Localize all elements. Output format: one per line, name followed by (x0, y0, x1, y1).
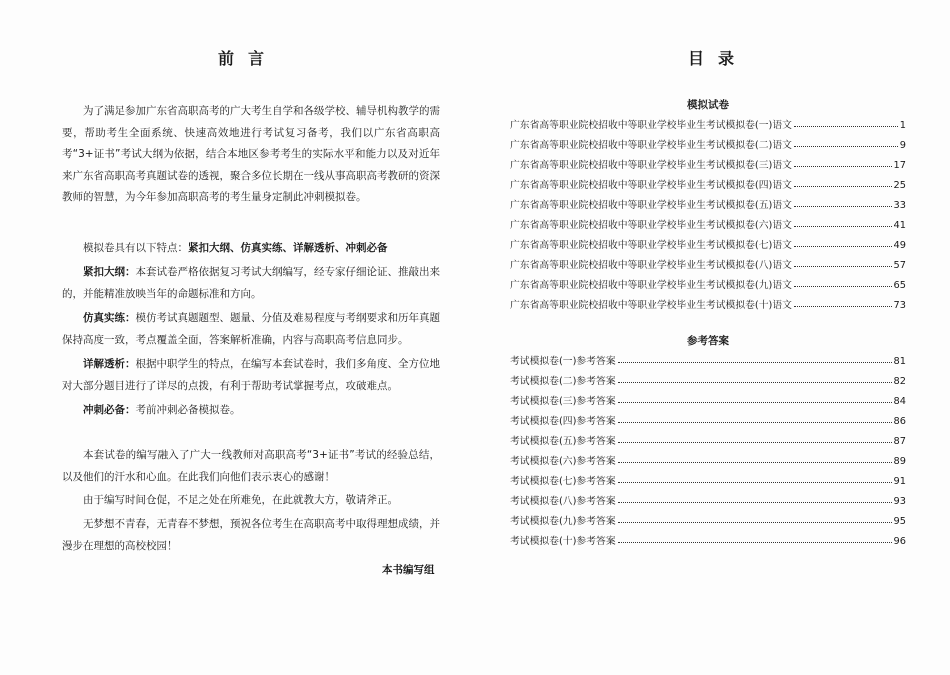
toc-answer-list (510, 347, 906, 547)
feature-2 (62, 308, 440, 351)
toc-entry-title: 广东省高等职业院校招收中等职业学校毕业生考试模拟卷(八)语文 (510, 260, 792, 271)
feature-1-text: 本套试卷严格依据复习考试大纲编写，经专家仔细论证、推敲出来的，并能精准放映当年的命题标准和方向。 (62, 266, 440, 300)
toc-section-title-answers: 参考答案 (687, 335, 729, 347)
toc-leader-dots (794, 266, 892, 267)
feature-1 (62, 262, 440, 305)
toc-entry[interactable] (510, 291, 906, 311)
toc-entry-page: 86 (893, 416, 906, 427)
toc-entry[interactable] (510, 467, 906, 487)
toc-leader-dots (618, 542, 892, 543)
toc-entry-page: 9 (899, 140, 906, 151)
toc-leader-dots (794, 206, 892, 207)
feature-3-text: 根据中职学生的特点，在编写本套试卷时，我们多角度、全方位地对大部分题目进行了详尽的点拨，有利于帮助考试掌握考点，攻破难点。 (62, 358, 440, 392)
preface-paragraph-4: 由于编写时间仓促，不足之处在所难免，在此就教大方，敬请斧正。 (83, 494, 398, 506)
toc-entry-page: 81 (893, 356, 906, 367)
toc-entry-title: 考试模拟卷(三)参考答案 (510, 396, 616, 407)
toc-entry-page: 84 (893, 396, 906, 407)
toc-entry-title: 广东省高等职业院校招收中等职业学校毕业生考试模拟卷(六)语文 (510, 220, 792, 231)
toc-entry-page: 57 (893, 260, 906, 271)
toc-entry-page: 91 (893, 476, 906, 487)
toc-entry[interactable] (510, 367, 906, 387)
toc-entry[interactable] (510, 487, 906, 507)
toc-leader-dots (794, 226, 892, 227)
toc-entry-title: 广东省高等职业院校招收中等职业学校毕业生考试模拟卷(四)语文 (510, 180, 792, 191)
toc-entry-title: 考试模拟卷(十)参考答案 (510, 536, 616, 547)
toc-entry-title: 广东省高等职业院校招收中等职业学校毕业生考试模拟卷(五)语文 (510, 200, 792, 211)
toc-leader-dots (794, 306, 892, 307)
feature-2-text: 模仿考试真题题型、题量、分值及难易程度与考纲要求和历年真题保持高度一致，考点覆盖全面，答案解析准确，内容与高职高考信息同步。 (62, 312, 440, 346)
toc-entry[interactable] (510, 251, 906, 271)
toc-entry[interactable] (510, 387, 906, 407)
toc-entry-title: 广东省高等职业院校招收中等职业学校毕业生考试模拟卷(二)语文 (510, 140, 792, 151)
toc-entry[interactable] (510, 271, 906, 291)
feature-3 (62, 354, 440, 397)
toc-section-title-exams: 模拟试卷 (687, 99, 729, 111)
toc-entry[interactable] (510, 447, 906, 467)
toc-entry-title: 广东省高等职业院校招收中等职业学校毕业生考试模拟卷(七)语文 (510, 240, 792, 251)
toc-entry-title: 考试模拟卷(九)参考答案 (510, 516, 616, 527)
toc-title: 目录 (688, 49, 749, 68)
preface-paragraph-5: 无梦想不青春，无青春不梦想，预祝各位考生在高职高考中取得理想成绩，并漫步在理想的高校校园！ (62, 518, 440, 552)
toc-entry-page: 89 (893, 456, 906, 467)
feature-4-text: 考前冲刺必备模拟卷。 (135, 404, 241, 416)
toc-entry-title: 广东省高等职业院校招收中等职业学校毕业生考试模拟卷(九)语文 (510, 280, 792, 291)
toc-entry-title: 考试模拟卷(六)参考答案 (510, 456, 616, 467)
preface-paragraph-1: 为了满足参加广东省高职高考的广大考生自学和各级学校、辅导机构教学的需要，帮助考生全面系统、快速高效地进行考试复习备考，我们以广东省高职高考“3+证书”考试大纲为依据，结合本地区参考考生的实际水平和能力以及对近年来广东省高职高考真题试卷的透视，聚合多位长期在一线从事高职高考教研的资深教师的智慧，为今年参加高职高考的考生量身定制此冲刺模拟卷。 (62, 105, 440, 203)
toc-entry-page: 82 (893, 376, 906, 387)
toc-entry-title: 广东省高等职业院校招收中等职业学校毕业生考试模拟卷(一)语文 (510, 120, 792, 131)
toc-entry[interactable] (510, 151, 906, 171)
toc-entry-title: 考试模拟卷(五)参考答案 (510, 436, 616, 447)
toc-leader-dots (618, 402, 892, 403)
toc-entry-title: 考试模拟卷(一)参考答案 (510, 356, 616, 367)
toc-entry[interactable] (510, 347, 906, 367)
toc-entry[interactable] (510, 527, 906, 547)
toc-leader-dots (794, 166, 892, 167)
toc-leader-dots (794, 126, 898, 127)
feature-4-label: 冲刺必备： (83, 404, 136, 416)
toc-leader-dots (618, 502, 892, 503)
toc-leader-dots (618, 422, 892, 423)
preface-paragraph-3: 本套试卷的编写融入了广大一线教师对高职高考“3+证书”考试的经验总结，以及他们的汗水和心血。在此我们向他们表示衷心的感谢！ (62, 449, 440, 483)
toc-entry-title: 广东省高等职业院校招收中等职业学校毕业生考试模拟卷(三)语文 (510, 160, 792, 171)
toc-entry-page: 87 (893, 436, 906, 447)
toc-entry[interactable] (510, 427, 906, 447)
toc-entry[interactable] (510, 111, 906, 131)
toc-entry-page: 25 (893, 180, 906, 191)
toc-entry[interactable] (510, 231, 906, 251)
toc-entry-title: 广东省高等职业院校招收中等职业学校毕业生考试模拟卷(十)语文 (510, 300, 792, 311)
toc-entry-title: 考试模拟卷(八)参考答案 (510, 496, 616, 507)
toc-leader-dots (794, 146, 898, 147)
toc-leader-dots (794, 186, 892, 187)
toc-leader-dots (618, 462, 892, 463)
features-summary: 紧扣大纲、仿真实练、详解透析、冲刺必备 (188, 242, 388, 254)
feature-3-label: 详解透析： (83, 358, 136, 370)
toc-leader-dots (794, 246, 892, 247)
toc-exam-list (510, 111, 906, 311)
toc-entry-page: 93 (893, 496, 906, 507)
toc-entry-page: 65 (893, 280, 906, 291)
features-intro-line (62, 238, 440, 260)
toc-entry[interactable] (510, 211, 906, 231)
feature-1-label: 紧扣大纲： (83, 266, 136, 278)
toc-entry[interactable] (510, 407, 906, 427)
toc-leader-dots (618, 362, 892, 363)
toc-entry-page: 73 (893, 300, 906, 311)
preface-title: 前言 (218, 49, 279, 68)
toc-entry-page: 49 (893, 240, 906, 251)
toc-entry-page: 41 (893, 220, 906, 231)
toc-entry-title: 考试模拟卷(二)参考答案 (510, 376, 616, 387)
toc-leader-dots (618, 522, 892, 523)
toc-entry-page: 95 (893, 516, 906, 527)
toc-entry[interactable] (510, 507, 906, 527)
toc-entry-page: 1 (899, 120, 906, 131)
signature: 本书编写组 (382, 564, 435, 576)
feature-2-label: 仿真实练： (83, 312, 136, 324)
toc-leader-dots (618, 482, 892, 483)
toc-entry-title: 考试模拟卷(七)参考答案 (510, 476, 616, 487)
toc-leader-dots (794, 286, 892, 287)
toc-leader-dots (618, 442, 892, 443)
feature-4 (62, 400, 440, 422)
toc-entry-page: 96 (893, 536, 906, 547)
toc-entry[interactable] (510, 171, 906, 191)
toc-entry-title: 考试模拟卷(四)参考答案 (510, 416, 616, 427)
toc-entry-page: 33 (893, 200, 906, 211)
features-intro: 模拟卷具有以下特点： (83, 242, 188, 254)
toc-entry[interactable] (510, 131, 906, 151)
toc-leader-dots (618, 382, 892, 383)
toc-entry[interactable] (510, 191, 906, 211)
toc-entry-page: 17 (893, 160, 906, 171)
